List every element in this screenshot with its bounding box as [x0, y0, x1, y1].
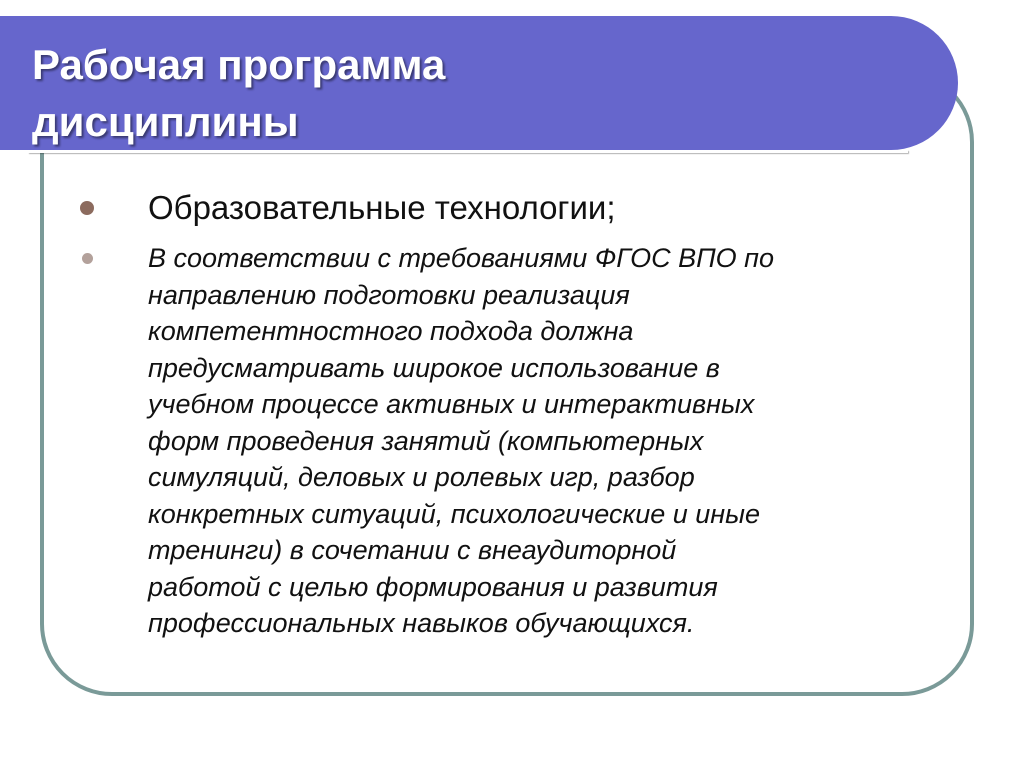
bullet-list [80, 178, 920, 642]
slide-title [32, 36, 445, 150]
bullet-line: работой с целью формирования и развития [148, 571, 718, 602]
bullet-dot-icon [82, 253, 93, 264]
bullet-line: симуляций, деловых и ролевых игр, разбор [148, 462, 695, 492]
bullet-dot-icon [80, 201, 94, 215]
bullet-line: направлению подготовки реализация [148, 279, 630, 310]
bullet-line: конкретных ситуаций, психологические и иные [148, 498, 761, 529]
title-underline [28, 150, 908, 153]
bullet-item-technologies [80, 178, 920, 238]
bullet-line: предусматривать широкое использование в [148, 352, 720, 383]
bullet-line: форм проведения занятий (компьютерных [148, 425, 704, 456]
bullet-text: Образовательные технологии; [148, 189, 616, 226]
bullet-line: тренинги) в сочетании с внеаудиторной [148, 535, 677, 565]
bullet-item-fgos [80, 240, 920, 642]
slide-title-line-1: Рабочая программа [32, 41, 446, 88]
title-banner [0, 16, 958, 150]
bullet-line: учебном процессе активных и интерактивных [148, 389, 755, 419]
bullet-line: профессиональных навыков обучающихся. [148, 608, 695, 638]
slide-title-line-2: дисциплины [32, 98, 299, 145]
bullet-line: компетентностного подхода должна [148, 316, 634, 346]
bullet-line: В соответствии с требованиями ФГОС ВПО по [148, 243, 775, 273]
